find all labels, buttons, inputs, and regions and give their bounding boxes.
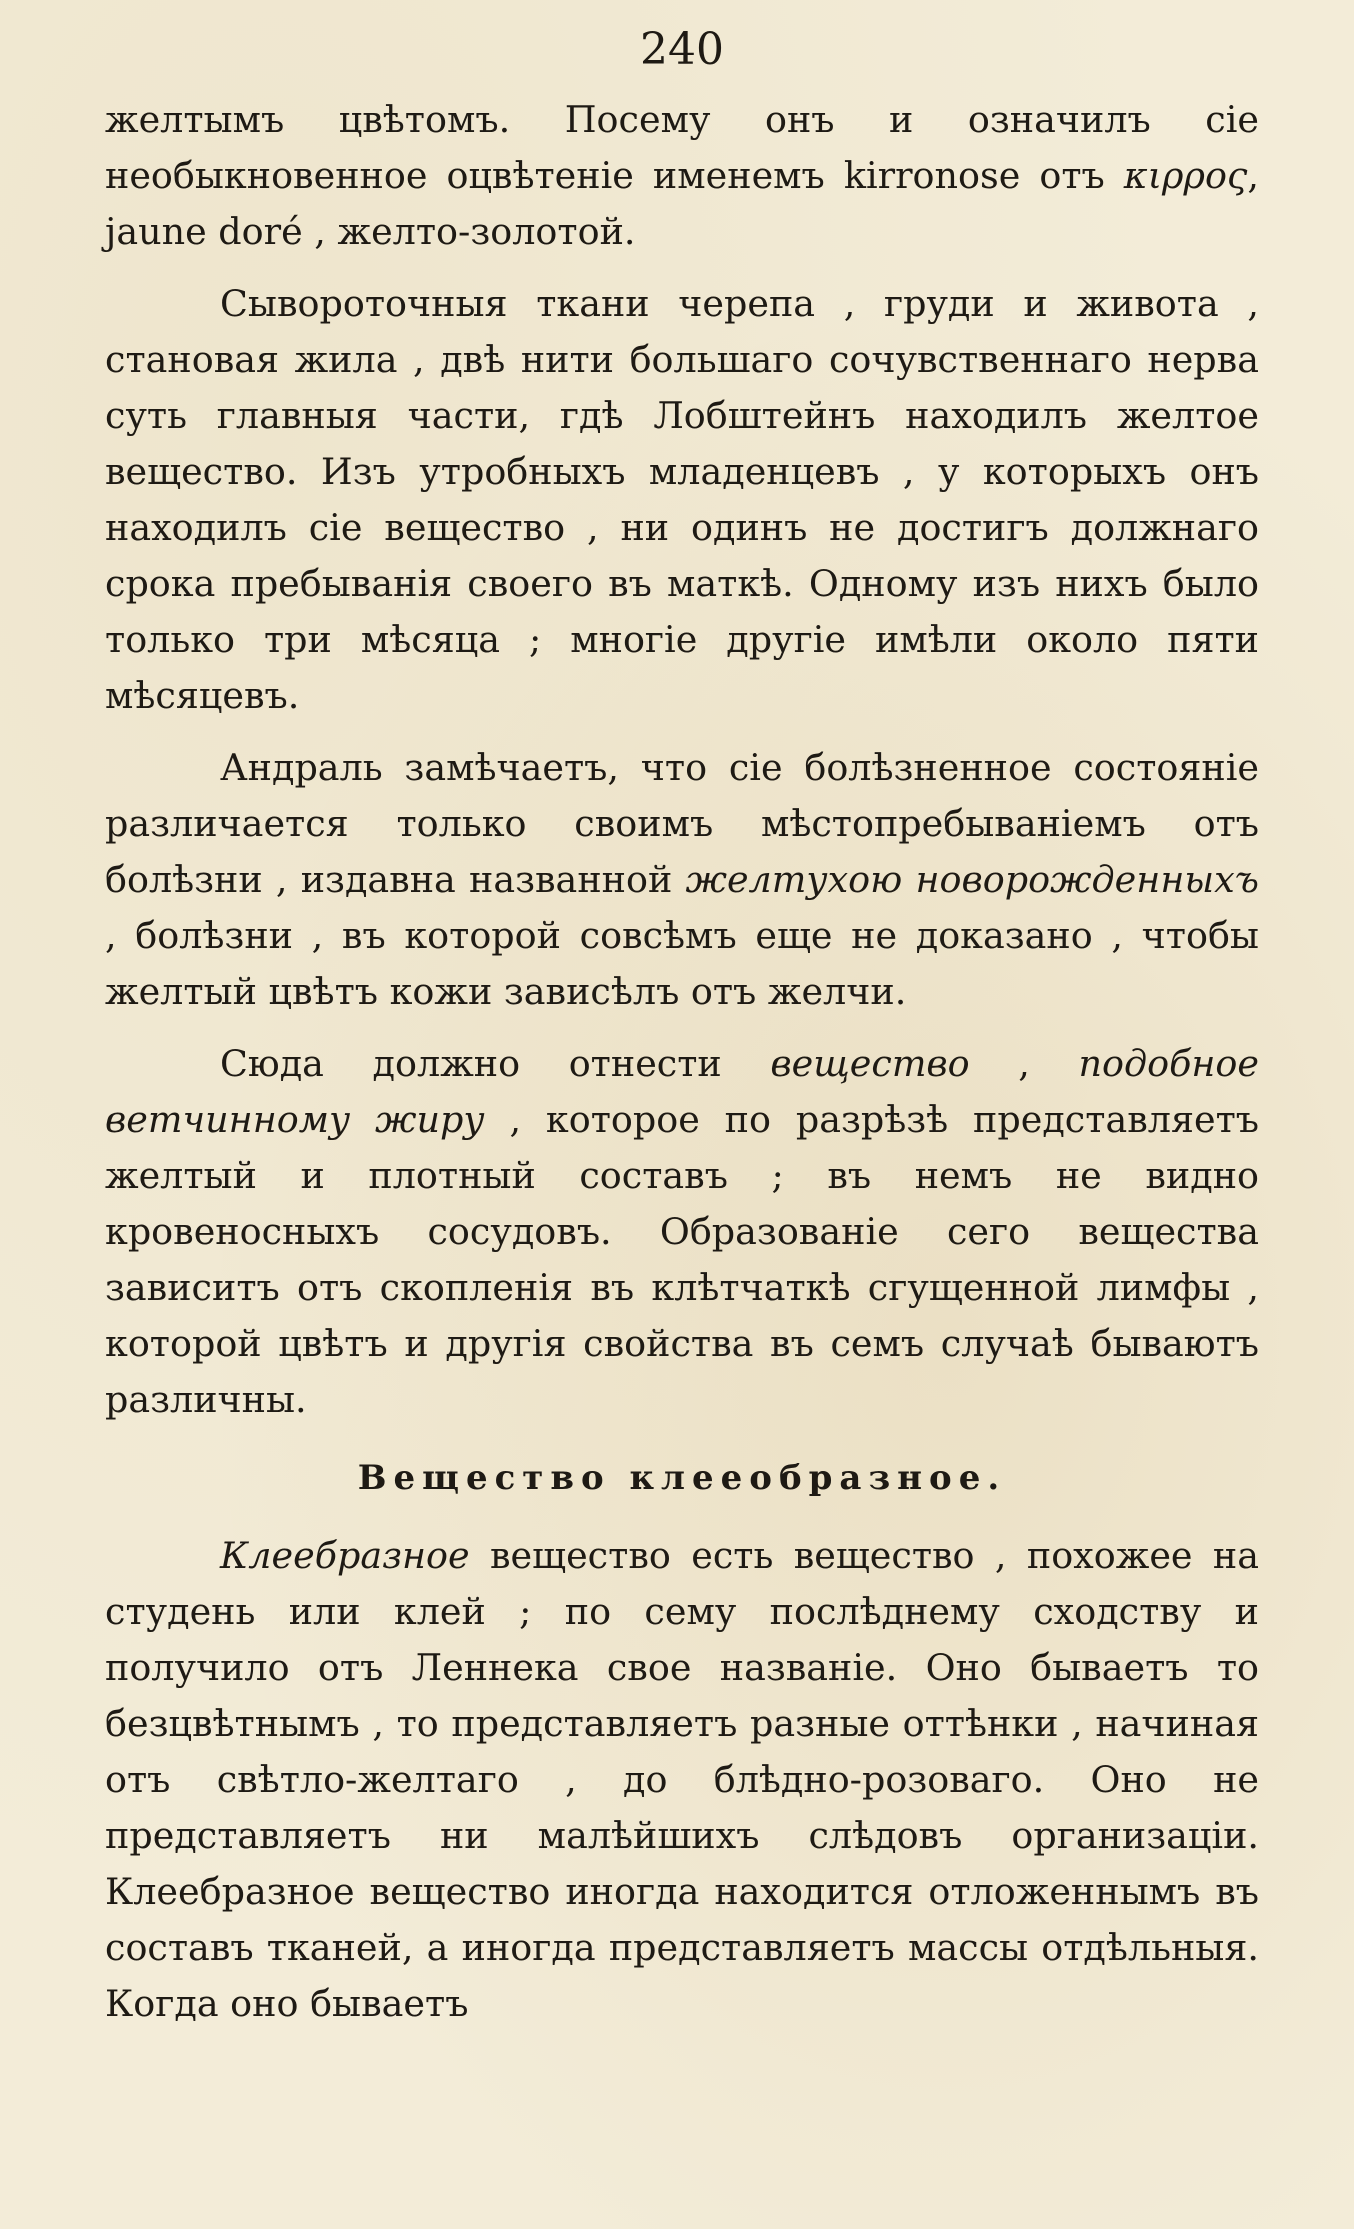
section-heading: Вещество клееобразное.	[357, 1458, 1007, 1498]
italic-term-glue-like: Клеебразное	[220, 1534, 470, 1577]
italic-term-jaundice: желтухою новорожденныхъ	[685, 858, 1259, 901]
paragraph-2: Сывороточныя ткани черепа , груди и живота , становая жила , двѣ нити большаго сочувственнаго нерва суть главныя части, гдѣ Лобштейнъ находилъ желтое вещество. Изъ утробныхъ младенцевъ , у которыхъ онъ находилъ сіе вещество , ни одинъ не достигъ должнаго срока пребыванія своего въ маткѣ. Одному изъ нихъ было только три мѣсяца ; многіе другіе имѣли около пяти мѣсяцевъ.	[105, 282, 1259, 717]
paragraph-3-text-c: , болѣзни , въ которой совсѣмъ еще не доказано , чтобы желтый цвѣтъ кожи зависѣлъ отъ желчи.	[105, 914, 1259, 1013]
paragraph-4-text-c: ,	[969, 1042, 1079, 1085]
paragraph-1-text-a: желтымъ цвѣтомъ. Посему онъ и означилъ сіе необыкновенное оцвѣтеніе именемъ kirronose отъ	[105, 98, 1259, 197]
paragraph-4-text-e: , которое по разрѣзѣ представляетъ желтый и плотный составъ ; въ немъ не видно кровеносныхъ сосудовъ. Образованіе сего вещества зависитъ отъ скопленія въ клѣтчаткѣ сгущенной лимфы , которой цвѣтъ и другія свойства въ семъ случаѣ бываютъ различны.	[105, 1098, 1259, 1421]
italic-term-substance: вещество	[770, 1042, 970, 1085]
paragraph-3-text-a: Андраль замѣчаетъ, что сіе болѣзненное состояніе различается только своимъ мѣстопребываніемъ отъ болѣзни , издавна названной	[105, 746, 1259, 901]
paragraph-4	[105, 1036, 1259, 1428]
paragraph-1-text-c: , jaune doré , желто-золотой.	[105, 154, 1259, 253]
paragraph-1	[105, 92, 1259, 260]
paragraph-5-text-b: вещество есть вещество , похожее на студень или клей ; по сему послѣднему сходству и получило отъ Леннека свое названіе. Оно бываетъ то безцвѣтнымъ , то представляетъ разные оттѣнки , начиная отъ свѣтло-желтаго , до блѣдно-розоваго. Оно не представляетъ ни малѣйшихъ слѣдовъ организаціи. Клеебразное вещество иногда находится отложеннымъ въ составъ тканей, а иногда представляетъ массы отдѣльныя. Когда оно бываетъ	[105, 1534, 1259, 2025]
paragraph-5	[105, 1528, 1259, 2032]
greek-word: κιρρος	[1123, 154, 1248, 197]
paragraph-4-text-a: Сюда должно отнести	[220, 1042, 771, 1085]
page-number: 240	[640, 24, 724, 75]
paragraph-3	[105, 740, 1259, 1020]
italic-term-ham-fat: подобное ветчинному жиру	[105, 1042, 1260, 1141]
